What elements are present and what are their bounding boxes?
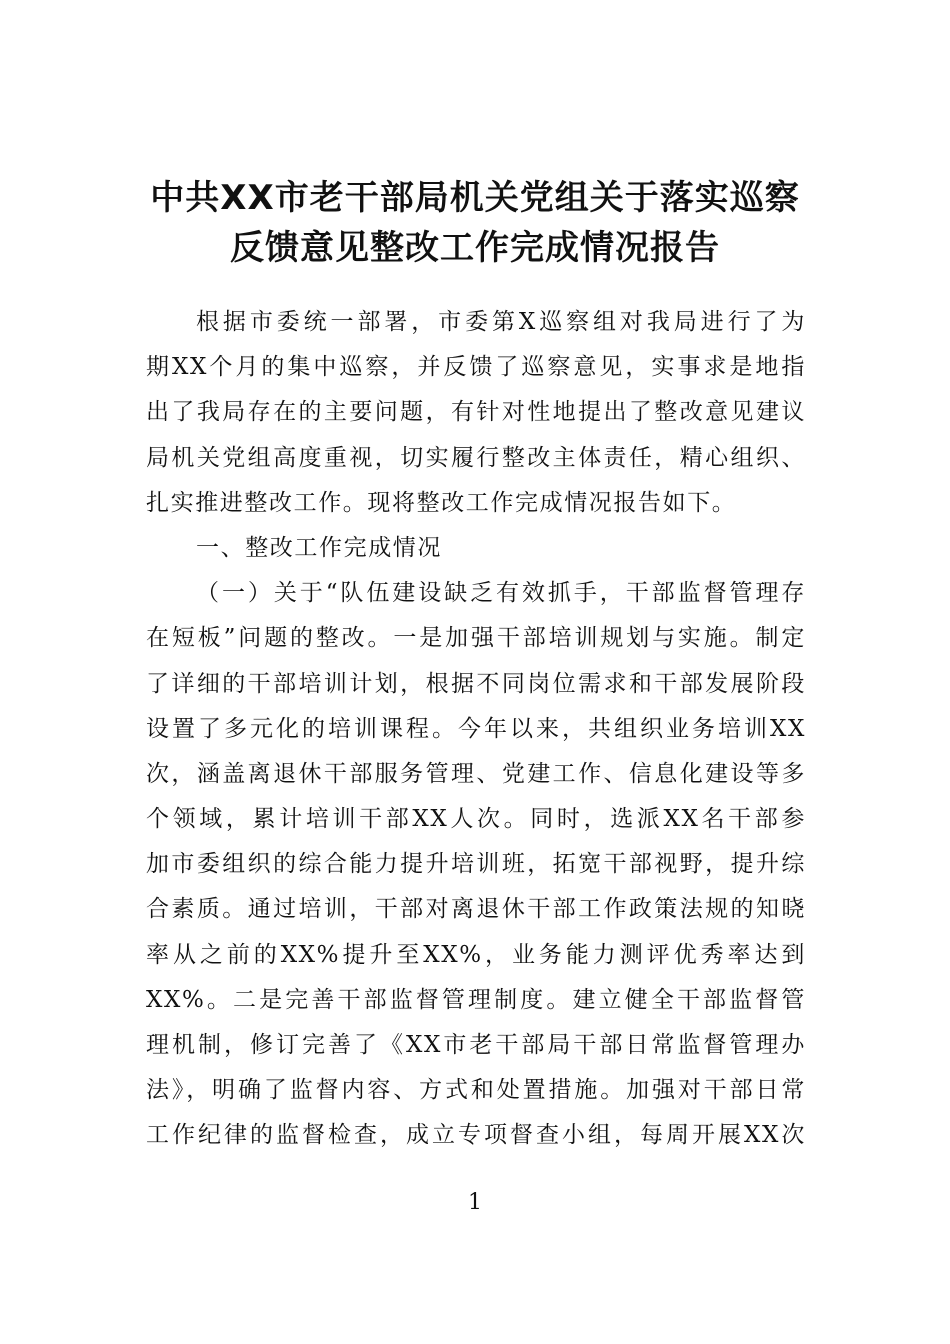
item-line: 理机制，修订完善了《XX市老干部局干部日常监督管理办 <box>146 1032 806 1058</box>
item-line: 设置了多元化的培训课程。今年以来，共组织业务培训XX <box>146 715 806 742</box>
item-line: 率从之前的XX%提升至XX%，业务能力测评优秀率达到 <box>146 941 806 968</box>
item-line: 在短板”问题的整改。一是加强干部培训规划与实施。制定 <box>146 625 806 652</box>
item-line: 了详细的干部培训计划，根据不同岗位需求和干部发展阶段 <box>146 670 806 697</box>
item-line: 个领域，累计培训干部XX人次。同时，选派XX名干部参 <box>146 806 806 833</box>
document-title-line-1: 中共XX市老干部局机关党组关于落实巡察 <box>150 178 800 218</box>
intro-line: 根据市委统一部署，市委第X巡察组对我局进行了为 <box>196 309 806 335</box>
intro-line: 出了我局存在的主要问题，有针对性地提出了整改意见建议 <box>146 399 806 426</box>
page-number: 1 <box>468 1190 482 1215</box>
item-line: 合素质。通过培训，干部对离退休干部工作政策法规的知晓 <box>146 896 806 923</box>
section-heading: 一、整改工作完成情况 <box>196 534 442 561</box>
item-line: （一）关于“队伍建设缺乏有效抓手，干部监督管理存 <box>196 580 806 607</box>
item-line: 法》，明确了监督内容、方式和处置措施。加强对干部日常 <box>146 1077 806 1104</box>
intro-line: 期XX个月的集中巡察，并反馈了巡察意见，实事求是地指 <box>146 354 806 381</box>
document-title-line-2: 反馈意见整改工作完成情况报告 <box>230 228 720 268</box>
item-line: 加市委组织的综合能力提升培训班，拓宽干部视野，提升综 <box>146 851 806 878</box>
intro-line: 局机关党组高度重视，切实履行整改主体责任，精心组织、 <box>146 444 806 471</box>
intro-line: 扎实推进整改工作。现将整改工作完成情况报告如下。 <box>146 489 737 516</box>
item-line: 工作纪律的监督检查，成立专项督查小组，每周开展XX次 <box>146 1122 806 1149</box>
document-body <box>146 300 806 1159</box>
item-line: 次，涵盖离退休干部服务管理、党建工作、信息化建设等多 <box>146 760 806 787</box>
item-line: XX%。二是完善干部监督管理制度。建立健全干部监督管 <box>146 986 806 1013</box>
